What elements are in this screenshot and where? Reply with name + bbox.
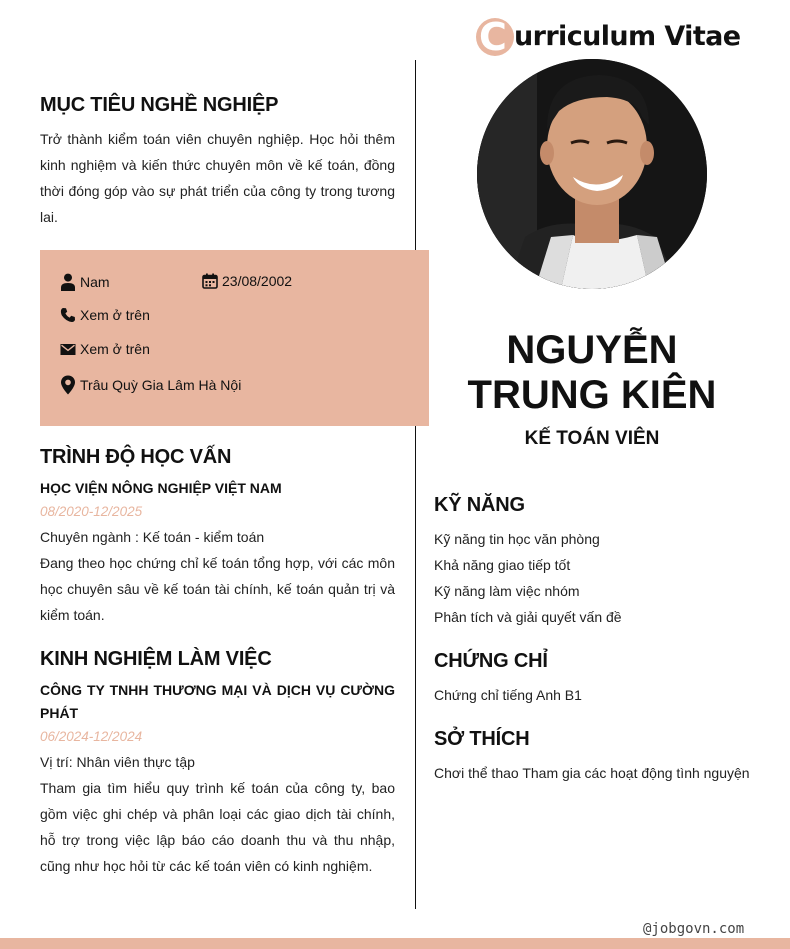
phone-icon xyxy=(60,307,76,323)
education-major: Chuyên ngành : Kế toán - kiểm toán xyxy=(40,529,265,545)
experience-position: Vị trí: Nhân viên thực tập xyxy=(40,754,195,770)
full-name: NGUYỄN TRUNG KIÊN xyxy=(467,328,717,417)
cv-logo xyxy=(476,15,741,59)
gender-row xyxy=(60,273,110,291)
hobbies-text: Chơi thể thao Tham gia các hoạt động tình nguyện xyxy=(434,765,750,781)
education-description: Đang theo học chứng chỉ kế toán tổng hợp, với các môn học chuyên sâu về kế toán tài chính, kế toán quản trị và kiểm toán. xyxy=(40,555,395,623)
experience-heading: KINH NGHIỆM LÀM VIỆC xyxy=(40,648,272,670)
education-period: 08/2020-12/2025 xyxy=(40,504,143,519)
logo-text: urriculum Vitae xyxy=(514,21,741,52)
skill-item: Kỹ năng tin học văn phòng xyxy=(434,531,600,547)
skills-heading: KỸ NĂNG xyxy=(434,494,525,516)
skill-item: Kỹ năng làm việc nhóm xyxy=(434,583,580,599)
certificate-item: Chứng chỉ tiếng Anh B1 xyxy=(434,687,582,703)
skill-item: Phân tích và giải quyết vấn đề xyxy=(434,609,622,625)
email-value: Xem ở trên xyxy=(80,341,150,357)
logo-circle xyxy=(476,15,514,59)
column-divider xyxy=(415,60,416,909)
objective-heading: MỤC TIÊU NGHỀ NGHIỆP xyxy=(40,94,279,116)
location-icon xyxy=(60,375,76,395)
school-name: HỌC VIỆN NÔNG NGHIỆP VIỆT NAM xyxy=(40,480,282,496)
phone-value: Xem ở trên xyxy=(80,307,150,323)
email-row xyxy=(60,341,150,357)
certificates-heading: CHỨNG CHỈ xyxy=(434,650,548,672)
hobbies-heading: SỞ THÍCH xyxy=(434,728,530,750)
gender-value: Nam xyxy=(80,274,110,290)
mail-icon xyxy=(60,342,76,356)
birthday-row xyxy=(202,273,292,289)
education-heading: TRÌNH ĐỘ HỌC VẤN xyxy=(40,446,232,468)
skill-item: Khả năng giao tiếp tốt xyxy=(434,557,571,573)
footer-bar xyxy=(0,938,790,949)
profile-photo xyxy=(477,59,707,289)
birthday-value: 23/08/2002 xyxy=(222,273,293,289)
company-name: CÔNG TY TNHH THƯƠNG MẠI VÀ DỊCH VỤ CƯỜNG PHÁT xyxy=(40,682,395,721)
experience-description: Tham gia tìm hiểu quy trình kế toán của công ty, bao gồm việc ghi chép và phân loại các giao dịch tài chính, hỗ trợ trong việc lập báo cáo doanh thu và thu nhập, cũng như học hỏi từ các kế toán viên có kinh nghiệm. xyxy=(40,780,395,874)
watermark: @jobgovn.com xyxy=(643,921,745,937)
address-row xyxy=(60,375,241,395)
objective-text: Trở thành kiểm toán viên chuyên nghiệp. Học hỏi thêm kinh nghiệm và kiến thức chuyên môn về kế toán, đồng thời đóng góp vào sự phát triển của công ty trong tương lai. xyxy=(40,131,395,225)
logo-letter: C xyxy=(479,15,507,59)
job-title: KẾ TOÁN VIÊN xyxy=(524,428,660,449)
portrait-illustration xyxy=(477,59,707,289)
user-icon xyxy=(60,273,76,291)
experience-period: 06/2024-12/2024 xyxy=(40,729,143,744)
personal-info-box xyxy=(40,250,429,426)
phone-row xyxy=(60,307,150,323)
calendar-icon xyxy=(202,273,218,289)
address-value: Trâu Quỳ Gia Lâm Hà Nội xyxy=(80,377,242,393)
